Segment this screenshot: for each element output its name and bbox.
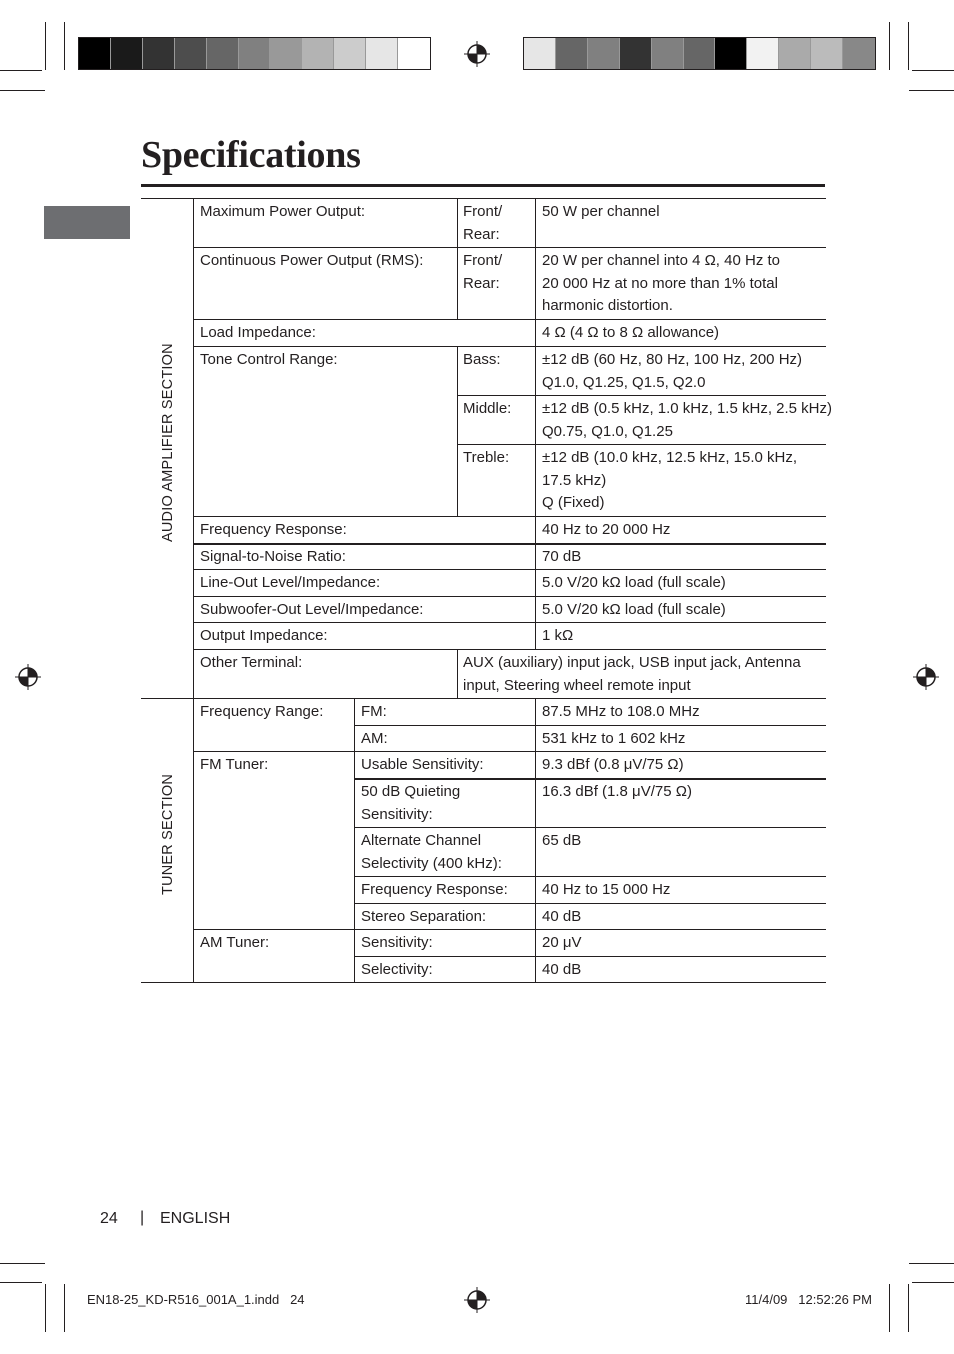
fm-usable-value: 9.3 dBf (0.8 μV/75 Ω) [542, 756, 684, 773]
color-swatch [524, 38, 556, 69]
page-title: Specifications [141, 134, 361, 176]
footer-separator: | [140, 1209, 145, 1226]
color-swatch [398, 38, 430, 69]
color-swatch [175, 38, 207, 69]
color-swatch [811, 38, 843, 69]
sub-out-label: Subwoofer-Out Level/Impedance: [200, 601, 424, 618]
am-range-sub: AM: [361, 730, 388, 747]
line-out-label: Line-Out Level/Impedance: [200, 574, 381, 591]
line-out-value: 5.0 V/20 kΩ load (full scale) [542, 574, 726, 591]
max-power-label: Maximum Power Output: [200, 203, 366, 220]
load-impedance-value: 4 Ω (4 Ω to 8 Ω allowance) [542, 324, 720, 341]
output-impedance-label: Output Impedance: [200, 627, 328, 644]
freq-range-label: Frequency Range: [200, 703, 324, 720]
tone-bass-value: ±12 dB (60 Hz, 80 Hz, 100 Hz, 200 Hz) Q1.0, Q1.25, Q1.5, Q2.0 [542, 351, 803, 391]
fm-quieting-sub: 50 dB Quieting Sensitivity: [361, 783, 461, 823]
tone-middle-value: ±12 dB (0.5 kHz, 1.0 kHz, 1.5 kHz, 2.5 kHz) Q0.75, Q1.0, Q1.25 [542, 400, 833, 440]
color-swatch [588, 38, 620, 69]
am-selectivity-value: 40 dB [542, 961, 582, 978]
am-range-value: 531 kHz to 1 602 kHz [542, 730, 686, 747]
tone-middle-sub: Middle: [463, 400, 512, 417]
color-bar-right [523, 37, 876, 70]
am-sensitivity-value: 20 μV [542, 934, 582, 951]
color-swatch [111, 38, 143, 69]
tone-control-label: Tone Control Range: [200, 351, 338, 368]
color-swatch [270, 38, 302, 69]
sub-out-value: 5.0 V/20 kΩ load (full scale) [542, 601, 726, 618]
fm-usable-sub: Usable Sensitivity: [361, 756, 484, 773]
tone-treble-value: ±12 dB (10.0 kHz, 12.5 kHz, 15.0 kHz, 17.5 kHz) Q (Fixed) [542, 449, 798, 511]
continuous-power-value: 20 W per channel into 4 Ω, 40 Hz to 20 000 Hz at no more than 1% total harmonic distortion. [542, 252, 781, 314]
tone-treble-sub: Treble: [463, 449, 510, 466]
color-swatch [556, 38, 588, 69]
fm-range-value: 87.5 MHz to 108.0 MHz [542, 703, 700, 720]
load-impedance-label: Load Impedance: [200, 324, 316, 341]
output-impedance-value: 1 kΩ [542, 627, 574, 644]
tone-bass-sub: Bass: [463, 351, 501, 368]
fm-tuner-label: FM Tuner: [200, 756, 269, 773]
max-power-sub: Front/ Rear: [463, 203, 503, 243]
fm-range-sub: FM: [361, 703, 387, 720]
snr-label: Signal-to-Noise Ratio: [200, 548, 346, 565]
slug-timestamp: 11/4/09 12:52:26 PM [745, 1292, 872, 1307]
max-power-value: 50 W per channel [542, 203, 660, 220]
color-swatch [779, 38, 811, 69]
snr-value: 70 dB [542, 548, 582, 565]
color-swatch [143, 38, 175, 69]
other-terminal-label: Other Terminal: [200, 654, 303, 671]
slug-filename: EN18-25_KD-R516_001A_1.indd 24 [87, 1292, 305, 1307]
title-rule [141, 184, 825, 187]
color-swatch [620, 38, 652, 69]
tuner-section-label: TUNER SECTION [160, 773, 176, 895]
color-bar-left [78, 37, 431, 70]
continuous-power-sub: Front/ Rear: [463, 252, 503, 292]
color-swatch [843, 38, 875, 69]
fm-stereo-sep-value: 40 dB [542, 908, 582, 925]
registration-mark-icon [913, 664, 939, 690]
freq-response-label: Frequency Response: [200, 521, 347, 538]
fm-freq-response-value: 40 Hz to 15 000 Hz [542, 881, 671, 898]
color-swatch [684, 38, 716, 69]
color-swatch [302, 38, 334, 69]
other-terminal-value: AUX (auxiliary) input jack, USB input jack, Antenna input, Steering wheel remote input [463, 654, 801, 694]
color-swatch [207, 38, 239, 69]
am-selectivity-sub: Selectivity: [361, 961, 433, 978]
fm-freq-response-sub: Frequency Response: [361, 881, 508, 898]
registration-mark-icon [464, 41, 490, 67]
color-swatch [239, 38, 271, 69]
color-swatch [334, 38, 366, 69]
color-swatch [366, 38, 398, 69]
continuous-power-label: Continuous Power Output (RMS): [200, 252, 424, 269]
footer-language: ENGLISH [160, 1210, 231, 1227]
color-swatch [79, 38, 111, 69]
color-swatch [652, 38, 684, 69]
fm-stereo-sep-sub: Stereo Separation: [361, 908, 487, 925]
page-number: 24 [100, 1210, 118, 1227]
registration-mark-icon [15, 664, 41, 690]
am-sensitivity-sub: Sensitivity: [361, 934, 433, 951]
fm-alternate-value: 65 dB [542, 832, 582, 849]
fm-alternate-sub: Alternate Channel Selectivity (400 kHz): [361, 832, 502, 872]
freq-response-value: 40 Hz to 20 000 Hz [542, 521, 671, 538]
fm-quieting-value: 16.3 dBf (1.8 μV/75 Ω) [542, 783, 692, 800]
am-tuner-label: AM Tuner: [200, 934, 270, 951]
color-swatch [747, 38, 779, 69]
color-swatch [715, 38, 747, 69]
section-tab [44, 206, 130, 239]
audio-section-label: AUDIO AMPLIFIER SECTION [160, 343, 176, 542]
registration-mark-icon [464, 1287, 490, 1313]
